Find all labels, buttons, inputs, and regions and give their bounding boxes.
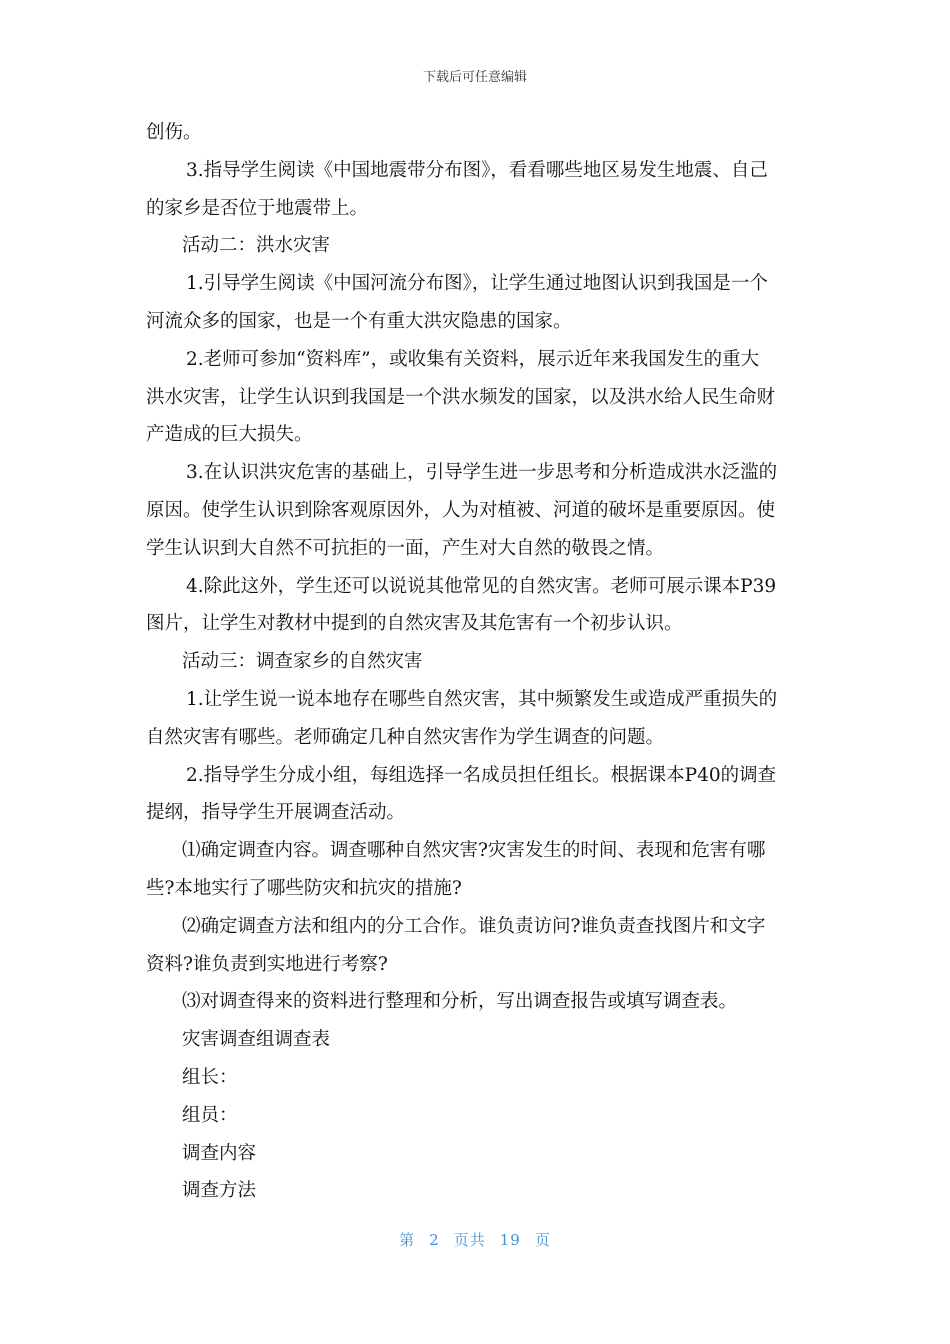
- text-line: 1.引导学生阅读《中国河流分布图》，让学生通过地图认识到我国是一个: [186, 273, 768, 295]
- form-field-method: 调查方法: [182, 1180, 257, 1202]
- form-field-members: 组员：: [182, 1104, 238, 1126]
- text-line: ⑴确定调查内容。调查哪种自然灾害?灾害发生的时间、表现和危害有哪: [182, 840, 766, 862]
- text-line: 自然灾害有哪些。老师确定几种自然灾害作为学生调查的问题。: [146, 726, 665, 748]
- text-line: ⑶对调查得来的资料进行整理和分析，写出调查报告或填写调查表。: [182, 991, 738, 1013]
- text-line: ⑵确定调查方法和组内的分工合作。谁负责访问?谁负责查找图片和文字: [182, 915, 766, 937]
- text-line: 资料?谁负责到实地进行考察?: [146, 953, 388, 975]
- footer-middle: 页共: [453, 1231, 486, 1249]
- document-body: [146, 114, 808, 1210]
- text-line: 河流众多的国家，也是一个有重大洪灾隐患的国家。: [146, 310, 572, 332]
- form-field-leader: 组长：: [182, 1066, 238, 1088]
- form-field-content: 调查内容: [182, 1142, 257, 1164]
- page-number: 2: [429, 1231, 440, 1249]
- form-title: 灾害调查组调查表: [182, 1029, 331, 1051]
- text-line: 的家乡是否位于地震带上。: [146, 197, 369, 219]
- text-line: 3.在认识洪灾危害的基础上，引导学生进一步思考和分析造成洪水泛滥的: [186, 462, 778, 484]
- section-heading: 活动三：调查家乡的自然灾害: [182, 651, 423, 673]
- text-line: 4.除此这外，学生还可以说说其他常见的自然灾害。老师可展示课本P39: [186, 575, 777, 597]
- download-note: 下载后可任意编辑: [422, 70, 527, 85]
- footer-prefix: 第: [399, 1231, 416, 1249]
- text-line: 3.指导学生阅读《中国地震带分布图》，看看哪些地区易发生地震、自己: [186, 159, 768, 181]
- footer-suffix: 页: [534, 1231, 551, 1249]
- text-line: 洪水灾害，让学生认识到我国是一个洪水频发的国家，以及洪水给人民生命财: [146, 386, 776, 408]
- text-line: 学生认识到大自然不可抗拒的一面，产生对大自然的敬畏之情。: [146, 537, 665, 559]
- text-line: 1.让学生说一说本地存在哪些自然灾害，其中频繁发生或造成严重损失的: [186, 688, 778, 710]
- page-footer: [0, 1229, 950, 1250]
- section-heading: 活动二：洪水灾害: [182, 235, 331, 257]
- text-line: 原因。使学生认识到除客观原因外，人为对植被、河道的破坏是重要原因。使: [146, 499, 776, 521]
- text-line: 些?本地实行了哪些防灾和抗灾的措施?: [146, 877, 462, 899]
- text-line: 2.老师可参加“资料库”，或收集有关资料，展示近年来我国发生的重大: [186, 348, 760, 370]
- text-line: 创伤。: [146, 122, 202, 143]
- text-line: 2.指导学生分成小组，每组选择一名成员担任组长。根据课本P40的调查: [186, 764, 777, 786]
- text-line: 提纲，指导学生开展调查活动。: [146, 802, 406, 824]
- total-pages: 19: [499, 1231, 521, 1249]
- text-line: 图片，让学生对教材中提到的自然灾害及其危害有一个初步认识。: [146, 613, 683, 635]
- text-line: 产造成的巨大损失。: [146, 424, 313, 446]
